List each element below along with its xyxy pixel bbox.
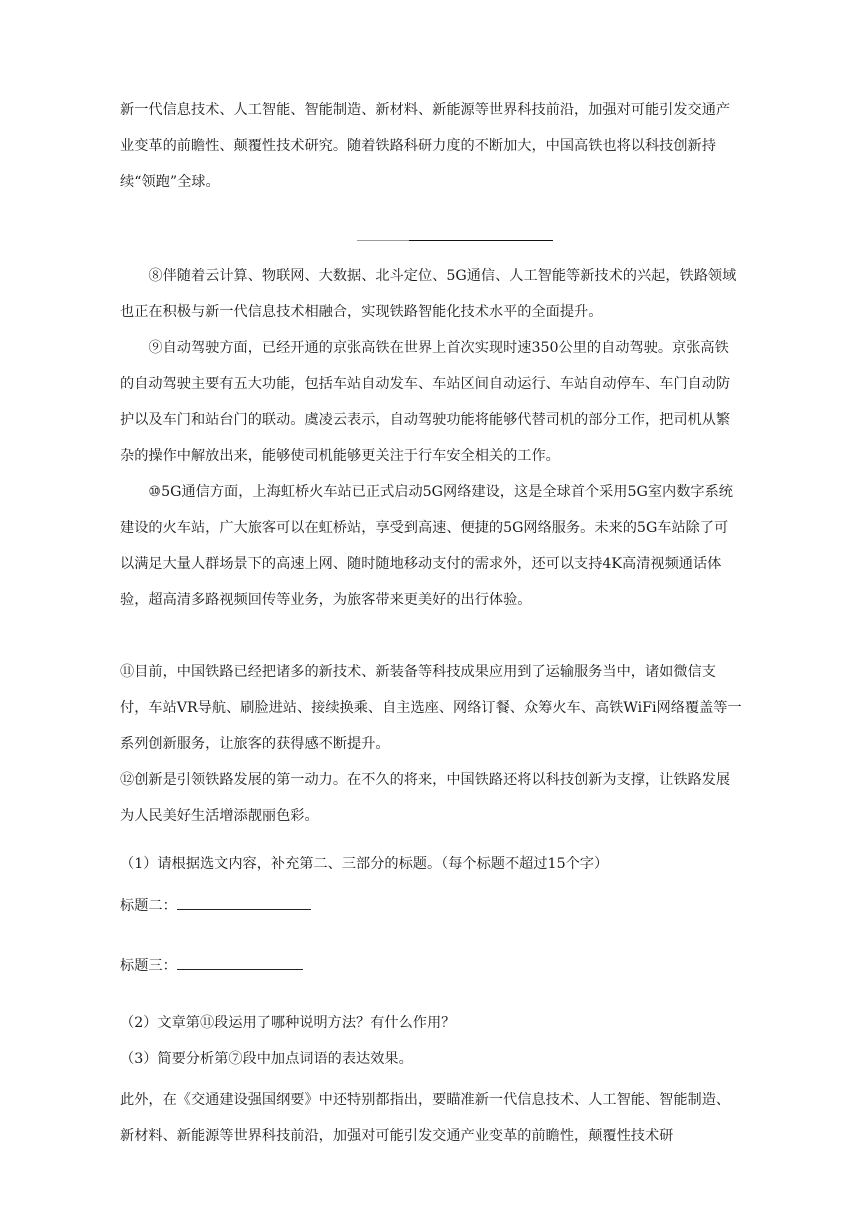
divider-thin-segment: [357, 240, 409, 241]
question-1: （1）请根据选文内容，补充第二、三部分的标题。（每个标题不超过15个字）: [120, 856, 609, 872]
title-three-label: 标题三：: [120, 958, 177, 974]
paragraph-intro: 新一代信息技术、人工智能、智能制造、新材料、新能源等世界科技前沿，加强对可能引发交通产业变革的前瞻性、颠覆性技术研究。随着铁路科研力度的不断加大，中国高铁也将以科技创新持续“领跑”全球。: [120, 102, 731, 190]
title-three-blank[interactable]: [177, 954, 303, 970]
question-2: （2）文章第⑪段运用了哪种说明方法？有什么作用？: [120, 1015, 456, 1031]
title-three-row: [120, 948, 760, 984]
paragraph-12: ⑫创新是引领铁路发展的第一动力。在不久的将来，中国铁路还将以科技创新为支撑，让铁路发展为人民美好生活增添靓丽色彩。: [120, 772, 731, 824]
title-two-row: [120, 888, 760, 924]
paragraph-note: 此外，在《交通建设强国纲要》中还特别都指出，要瞄准新一代信息技术、人工智能、智能制造、新材料、新能源等世界科技前沿，加强对可能引发交通产业变革的前瞻性，颠覆性技术研: [120, 1092, 731, 1144]
paragraph-10: ⑩5G通信方面，上海虹桥火车站已正式启动5G网络建设，这是全球首个采用5G室内数字系统建设的火车站，广大旅客可以在虹桥站，享受到高速、便捷的5G网络服务。未来的5G车站除了可以满足大量人群场景下的高速上网、随时随地移动支付的需求外，还可以支持4K高清视频通话体验，超高清多路视频回传等业务，为旅客带来更美好的出行体验。: [120, 484, 733, 608]
title-two-blank[interactable]: [177, 894, 311, 910]
paragraph-9: ⑨自动驾驶方面，已经开通的京张高铁在世界上首次实现时速350公里的自动驾驶。京张高铁的自动驾驶主要有五大功能，包括车站自动发车、车站区间自动运行、车站自动停车、车门自动防护以及车门和站台门的联动。虞凌云表示，自动驾驶功能将能够代替司机的部分工作，把司机从繁杂的操作中解放出来，能够使司机能够更关注于行车安全相关的工作。: [120, 340, 731, 464]
title-two-label: 标题二：: [120, 898, 177, 914]
divider-thick-segment: [409, 240, 553, 241]
paragraph-8: ⑧伴随着云计算、物联网、大数据、北斗定位、5G通信、人工智能等新技术的兴起，铁路领域也正在积极与新一代信息技术相融合，实现铁路智能化技术水平的全面提升。: [120, 268, 737, 320]
question-3: （3）简要分析第⑦段中加点词语的表达效果。: [120, 1051, 413, 1067]
paragraph-11: ⑪目前，中国铁路已经把诸多的新技术、新装备等科技成果应用到了运输服务当中，诸如微信支付，车站VR导航、刷脸进站、接续换乘、自主选座、网络订餐、众筹火车、高铁WiFi网络覆盖等一系列创新服务，让旅客的获得感不断提升。: [120, 664, 742, 752]
